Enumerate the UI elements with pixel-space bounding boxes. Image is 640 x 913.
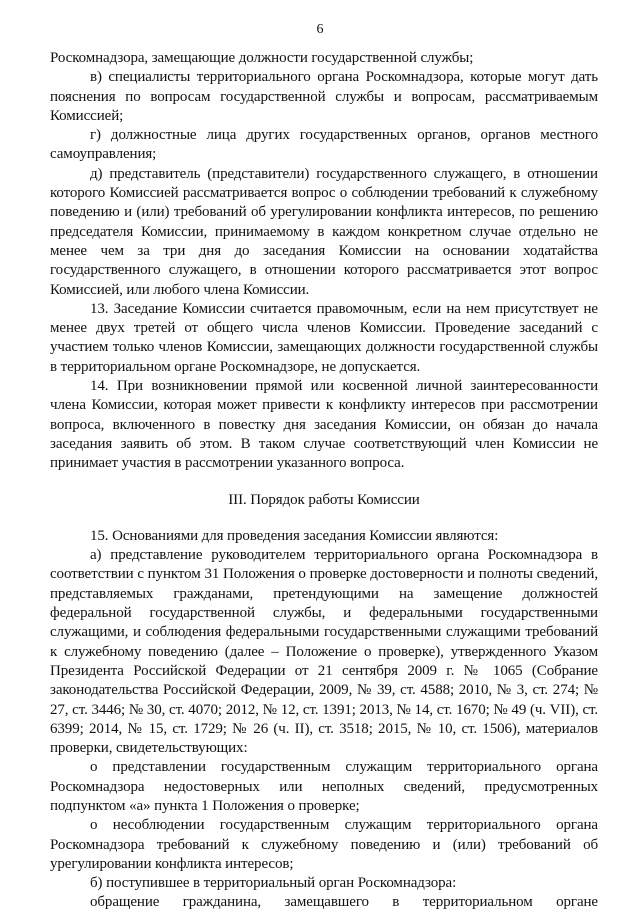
paragraph: б) поступившее в территориальный орган Роскомнадзора: (90, 875, 457, 892)
paragraph: 14. При возникновении прямой или косвенной личной заинтересованности члена Комиссии, которая может привести к конфликту интересов при рассмотрении вопроса, включенного в повестку дня заседания Комиссии, он обязан до начала заседания заявить об этом. В таком случае соответствующий член Комиссии не принимает участия в рассмотрении указанного вопроса. (50, 378, 598, 472)
document-body (50, 49, 598, 913)
paragraph: в) специалисты территориального органа Роскомнадзора, которые могут дать пояснения по вопросам государственной службы и вопросам, рассматриваемым Комиссией; (50, 69, 598, 124)
paragraph: д) представитель (представители) государственного служащего, в отношении которого Комиссией рассматривается вопрос о соблюдении требований к служебному поведению и (или) требований об урегулировании конфликта интересов, по решению председателя Комиссии, принимаемому в каждом конкретном случае отдельно не менее чем за три дня до заседания Комиссии на основании ходатайства государственного служащего, в отношении которого рассматривается этот вопрос Комиссией, или любого члена Комиссии. (50, 165, 598, 298)
paragraph: а) представление руководителем территориального органа Роскомнадзора в соответствии с пунктом 31 Положения о проверке достоверности и полноты сведений, представляемых гражданами, претендующими на замещение должностей федеральной государственной службы, и федеральными государственными служащими, и соблюдения федеральными государственными служащими требований к служебному поведению (далее – Положение о проверке), утвержденного Указом Президента Российской Федерации от 21 сентября 2009 г. № 1065 (Собрание законодательства Российской Федерации, 2009, № 39, ст. 4588; 2010, № 3, ст. 274; № 27, ст. 3446; № 30, ст. 4070; 2012, № 12, ст. 1391; 2013, № 14, ст. 1670; № 49 (ч. VII), ст. 6399; 2014, № 15, ст. 1729; № 26 (ч. II), ст. 3518; 2015, № 10, ст. 1506), материалов проверки, свидетельствующих: (50, 547, 598, 757)
paragraph: о несоблюдении государственным служащим территориального органа Роскомнадзора требований к служебному поведению и (или) требований об урегулировании конфликта интересов; (50, 817, 598, 872)
paragraph: г) должностные лица других государственных органов, органов местного самоуправления; (50, 127, 598, 163)
page-number: 6 (316, 22, 324, 37)
paragraph: 15. Основаниями для проведения заседания Комиссии являются: (90, 527, 499, 544)
paragraph: 13. Заседание Комиссии считается правомочным, если на нем присутствует не менее двух третей от общего числа членов Комиссии. Проведение заседаний с участием только членов Комиссии, замещающих должности государственной службы в территориальном органе Роскомнадзоре, не допускается. (50, 300, 598, 375)
paragraph: Роскомнадзора, замещающие должности государственной службы; (50, 50, 474, 66)
paragraph: о представлении государственным служащим территориального органа Роскомнадзора недостоверных или неполных сведений, предусмотренных подпунктом «а» пункта 1 Положения о проверке; (50, 759, 598, 814)
section-heading: III. Порядок работы Комиссии (228, 491, 420, 508)
paragraph: обращение гражданина, замещавшего в территориальном органе (90, 894, 598, 911)
